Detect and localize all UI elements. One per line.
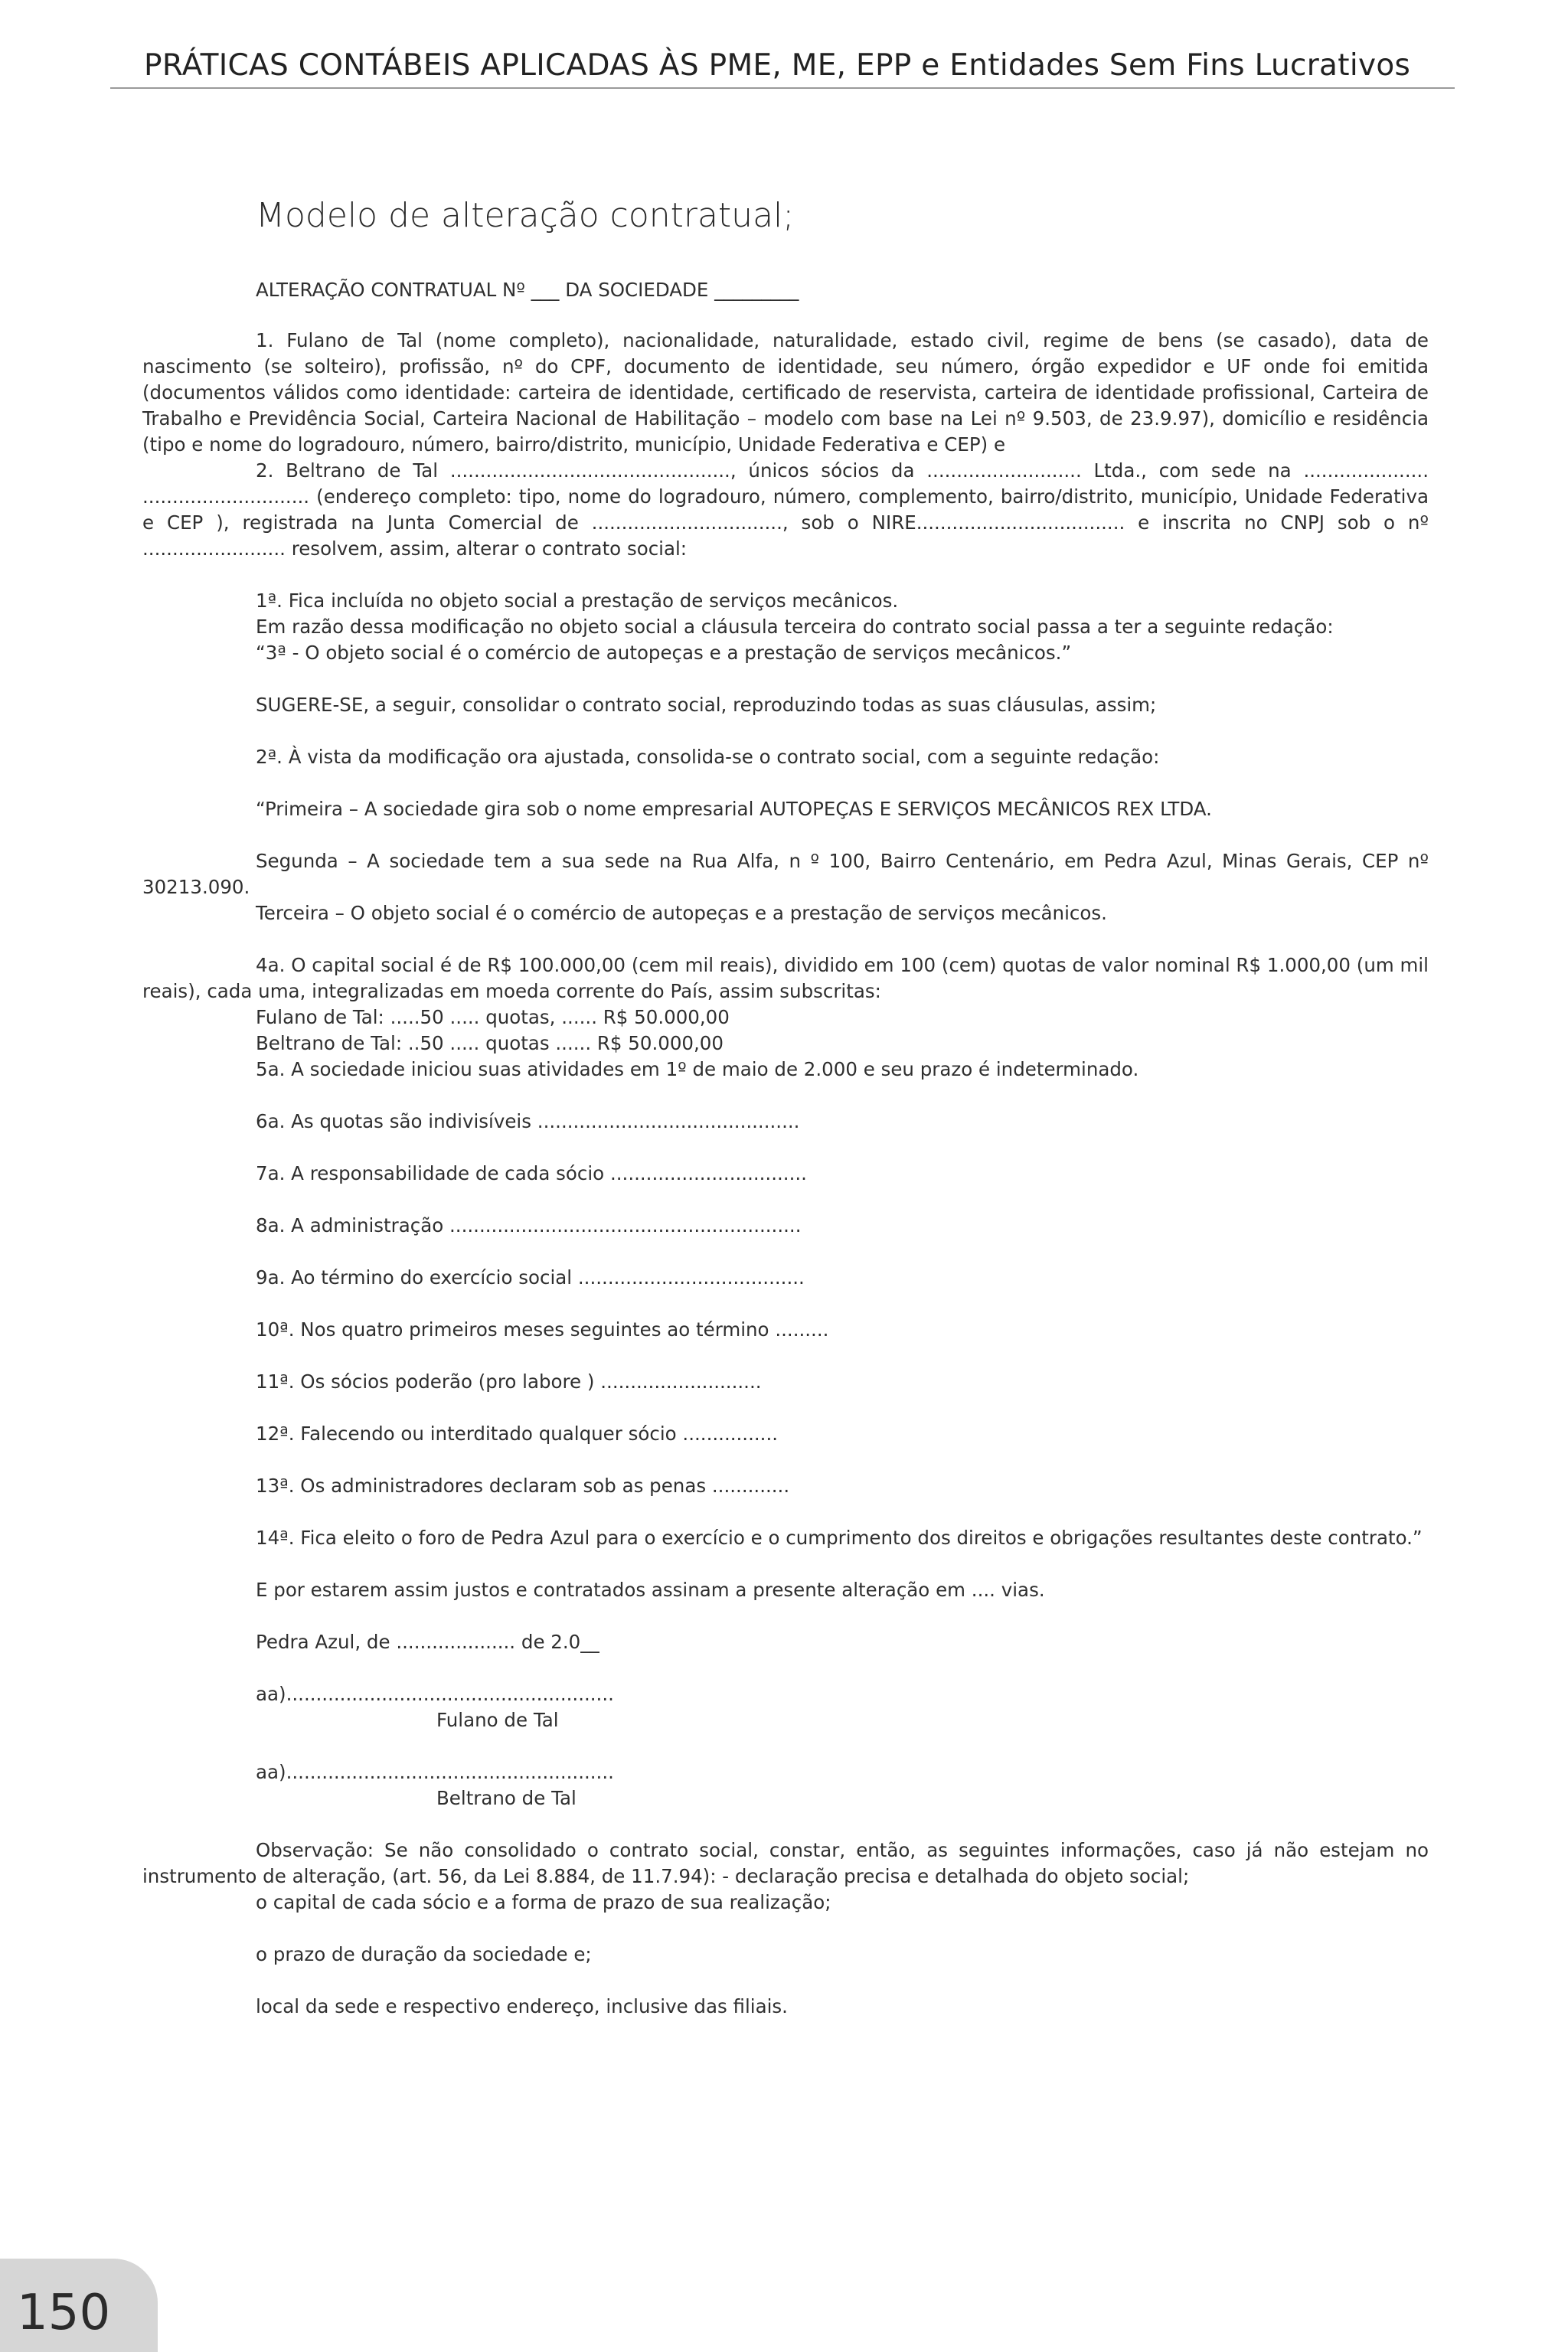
page-number-tab <box>0 2259 158 2352</box>
clause-1: 1ª. Fica incluída no objeto social a prestação de serviços mecânicos. <box>256 590 899 612</box>
observation-item-2: o prazo de duração da sociedade e; <box>256 1943 592 1965</box>
observation-item-3: local da sede e respectivo endereço, inclusive das filiais. <box>256 1995 788 2017</box>
contract-heading-block <box>142 277 1429 303</box>
clause-decima-segunda: 12ª. Falecendo ou interditado qualquer sócio ................ <box>256 1423 779 1445</box>
place-date-line: Pedra Azul, de .................... de 2.0__ <box>256 1631 599 1653</box>
clause-nona: 9a. Ao término do exercício social ...................................... <box>256 1266 805 1289</box>
quota-fulano: Fulano de Tal: .....50 ..... quotas, ...... R$ 50.000,00 <box>256 1006 730 1028</box>
clause-quarta: 4a. O capital social é de R$ 100.000,00 (cem mil reais), dividido em 100 (cem) quotas de valor nominal R$ 1.000,00 (um mil reais), cada uma, integralizadas em moeda corrente do País, assim subscritas: <box>142 954 1429 1002</box>
clause-decima-quarta: 14ª. Fica eleito o foro de Pedra Azul para o exercício e o cumprimento dos direitos e obrigações resultantes deste contrato.” <box>256 1527 1423 1549</box>
quota-beltrano: Beltrano de Tal: ..50 ..... quotas ...... R$ 50.000,00 <box>256 1032 724 1054</box>
party-1-paragraph: 1. Fulano de Tal (nome completo), nacionalidade, naturalidade, estado civil, regime de bens (se casado), data de nascimento (se solteiro), profissão, nº do CPF, documento de identidade, seu número, órgão expedidor e UF onde foi emitida (documentos válidos como identidade: carteira de identidade, certificado de reservista, carteira de identidade profissional, Carteira de Trabalho e Previdência Social, Carteira Nacional de Habilitação – modelo com base na Lei nº 9.503, de 23.9.97), domicílio e residência (tipo e nome do logradouro, número, bairro/distrito, município, Unidade Federativa e CEP) e <box>142 329 1429 456</box>
clause-decima-terceira: 13ª. Os administradores declaram sob as penas ............. <box>256 1475 790 1497</box>
signature-line-1: aa)....................................................... <box>256 1683 614 1705</box>
clause-decima: 10ª. Nos quatro primeiros meses seguintes ao término ......... <box>256 1318 829 1341</box>
clause-1-quote: “3ª - O objeto social é o comércio de autopeças e a prestação de serviços mecânicos.” <box>256 642 1072 664</box>
clause-decima-primeira: 11ª. Os sócios poderão (pro labore ) ........................... <box>256 1370 762 1393</box>
party-2-paragraph: 2. Beltrano de Tal ..............................................., únicos sócios da .......................... Ltda., com sede na ..................... ............................ (endereço completo: tipo, nome do logradouro, número, complemento, bairro/distrito, município, Unidade Federativa e CEP ), registrada na Junta Comercial de ................................, sob o NIRE................................... e inscrita no CNPJ sob o nº ........................ resolvem, assim, alterar o contrato social: <box>142 459 1429 560</box>
clause-1-note: Em razão dessa modificação no objeto social a cláusula terceira do contrato social passa a ter a seguinte redação: <box>256 616 1334 638</box>
signature-name-2: Beltrano de Tal <box>436 1787 577 1809</box>
clause-setima: 7a. A responsabilidade de cada sócio ................................. <box>256 1162 807 1184</box>
contract-body <box>142 328 1429 2020</box>
signature-line-2: aa)....................................................... <box>256 1761 614 1783</box>
clause-quinta: 5a. A sociedade iniciou suas atividades em 1º de maio de 2.000 e seu prazo é indeterminado. <box>256 1058 1139 1080</box>
document-title: Modelo de alteração contratual; <box>256 196 795 235</box>
signature-name-1: Fulano de Tal <box>436 1709 559 1731</box>
clause-terceira: Terceira – O objeto social é o comércio de autopeças e a prestação de serviços mecânicos. <box>256 902 1107 924</box>
clause-2: 2ª. À vista da modificação ora ajustada, consolida-se o contrato social, com a seguinte redação: <box>256 746 1160 768</box>
clause-primeira: “Primeira – A sociedade gira sob o nome empresarial AUTOPEÇAS E SERVIÇOS MECÂNICOS REX LTDA. <box>256 798 1212 820</box>
clause-oitava: 8a. A administração ........................................................... <box>256 1214 802 1236</box>
closing-statement: E por estarem assim justos e contratados assinam a presente alteração em .... vias. <box>256 1579 1045 1601</box>
suggestion-line: SUGERE-SE, a seguir, consolidar o contrato social, reproduzindo todas as suas cláusulas, assim; <box>256 694 1157 716</box>
observation-item-1: o capital de cada sócio e a forma de prazo de sua realização; <box>256 1891 831 1913</box>
page-number: 150 <box>17 2285 111 2341</box>
running-header-title: PRÁTICAS CONTÁBEIS APLICADAS ÀS PME, ME, EPP e Entidades Sem Fins Lucrativos <box>144 48 1411 83</box>
clause-sexta: 6a. As quotas são indivisíveis ............................................ <box>256 1110 800 1132</box>
observation-paragraph: Observação: Se não consolidado o contrato social, constar, então, as seguintes informações, caso já não estejam no instrumento de alteração, (art. 56, da Lei 8.884, de 11.7.94): - declaração precisa e detalhada do objeto social; <box>142 1839 1429 1887</box>
running-header <box>110 40 1455 89</box>
clause-segunda: Segunda – A sociedade tem a sua sede na Rua Alfa, n º 100, Bairro Centenário, em Pedra Azul, Minas Gerais, CEP nº 30213.090. <box>142 850 1429 898</box>
contract-heading: ALTERAÇÃO CONTRATUAL Nº ___ DA SOCIEDADE _________ <box>256 279 799 301</box>
